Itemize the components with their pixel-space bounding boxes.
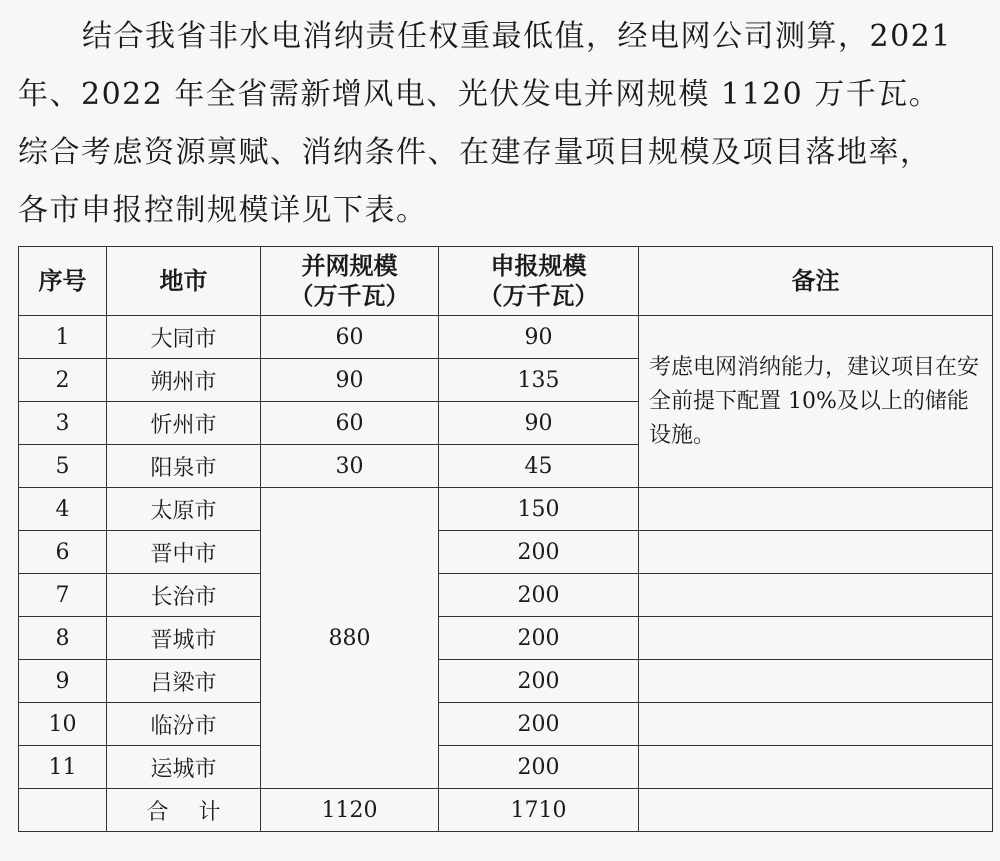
header-city: 地市	[107, 247, 261, 316]
paragraph-line-2: 年、2022 年全省需新增风电、光伏发电并网规模 1120 万千瓦。	[18, 77, 941, 112]
cell-city: 阳泉市	[107, 445, 261, 488]
cell-seq: 10	[19, 703, 107, 746]
table-row	[19, 488, 993, 531]
cell-declare: 90	[439, 316, 639, 359]
table-row	[19, 316, 993, 359]
cell-total-grid: 1120	[261, 789, 439, 832]
header-grid-scale-line1: 并网规模	[301, 251, 398, 280]
cell-grid: 90	[261, 359, 439, 402]
table-total-row	[19, 789, 993, 832]
cell-city: 朔州市	[107, 359, 261, 402]
cell-city: 大同市	[107, 316, 261, 359]
header-declare-scale	[439, 247, 639, 316]
cell-remark: 考虑电网消纳能力，建议项目在安全前提下配置 10%及以上的储能设施。	[639, 316, 993, 488]
header-grid-scale-line2: （万千瓦）	[289, 281, 410, 310]
cell-city: 吕梁市	[107, 660, 261, 703]
cell-city: 忻州市	[107, 402, 261, 445]
cell-seq: 1	[19, 316, 107, 359]
paragraph-line-4: 各市申报控制规模详见下表。	[18, 193, 428, 228]
cell-remark-empty	[639, 531, 993, 574]
cell-city: 临汾市	[107, 703, 261, 746]
cell-total-declare: 1710	[439, 789, 639, 832]
header-grid-scale	[261, 247, 439, 316]
table-row	[19, 746, 993, 789]
cell-grid: 60	[261, 402, 439, 445]
cell-remark-empty	[639, 574, 993, 617]
cell-seq: 2	[19, 359, 107, 402]
cell-remark-empty	[639, 488, 993, 531]
cell-seq: 4	[19, 488, 107, 531]
cell-seq: 3	[19, 402, 107, 445]
cell-seq-empty	[19, 789, 107, 832]
cell-remark-empty	[639, 789, 993, 832]
cell-declare: 200	[439, 574, 639, 617]
cell-seq: 6	[19, 531, 107, 574]
cell-declare: 200	[439, 746, 639, 789]
table-row	[19, 660, 993, 703]
cell-declare: 200	[439, 531, 639, 574]
cell-city: 晋中市	[107, 531, 261, 574]
paragraph-line-1: 结合我省非水电消纳责任权重最低值，经电网公司测算，2021	[82, 19, 952, 54]
cell-grid-merged: 880	[261, 488, 439, 789]
table-row	[19, 703, 993, 746]
cell-city: 太原市	[107, 488, 261, 531]
quota-table	[18, 246, 993, 832]
cell-declare: 150	[439, 488, 639, 531]
cell-grid: 60	[261, 316, 439, 359]
table-row	[19, 531, 993, 574]
table-row	[19, 574, 993, 617]
cell-seq: 8	[19, 617, 107, 660]
cell-declare: 90	[439, 402, 639, 445]
table-row	[19, 617, 993, 660]
cell-seq: 5	[19, 445, 107, 488]
cell-remark-empty	[639, 617, 993, 660]
cell-seq: 7	[19, 574, 107, 617]
cell-city: 晋城市	[107, 617, 261, 660]
cell-city: 长治市	[107, 574, 261, 617]
table-header-row	[19, 247, 993, 316]
cell-declare: 45	[439, 445, 639, 488]
header-declare-scale-line1: 申报规模	[490, 251, 587, 280]
cell-remark-empty	[639, 746, 993, 789]
header-declare-scale-line2: （万千瓦）	[478, 281, 599, 310]
intro-paragraph	[18, 8, 978, 240]
cell-remark-empty	[639, 660, 993, 703]
cell-total-label: 合计	[107, 789, 261, 832]
cell-grid: 30	[261, 445, 439, 488]
cell-declare: 200	[439, 660, 639, 703]
cell-city: 运城市	[107, 746, 261, 789]
paragraph-line-3: 综合考虑资源禀赋、消纳条件、在建存量项目规模及项目落地率，	[18, 135, 932, 170]
cell-declare: 135	[439, 359, 639, 402]
header-remark: 备注	[639, 247, 993, 316]
cell-seq: 11	[19, 746, 107, 789]
cell-declare: 200	[439, 703, 639, 746]
cell-seq: 9	[19, 660, 107, 703]
header-seq: 序号	[19, 247, 107, 316]
cell-declare: 200	[439, 617, 639, 660]
cell-remark-empty	[639, 703, 993, 746]
